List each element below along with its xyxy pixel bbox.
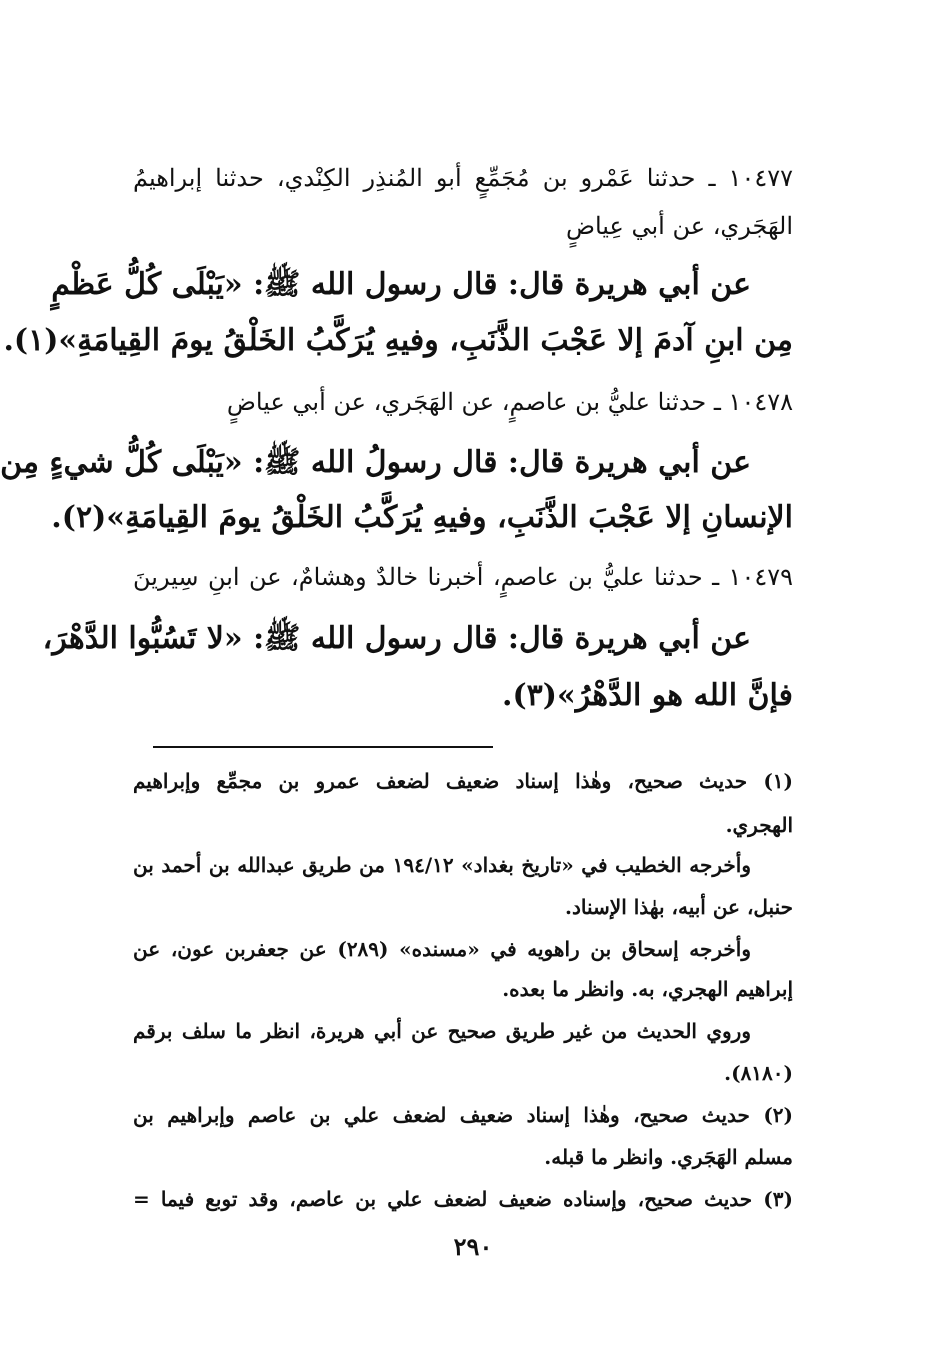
- hadith-10477-line-3: عن أبي هريرة قال: قال رسول الله ﷺ: «يَبْلَى كُلُّ عَظْمٍ: [51, 267, 751, 302]
- footnote-line: الهجري.: [725, 813, 793, 837]
- hadith-10479-line-1: ١٠٤٧٩ ـ حدثنا عليُّ بن عاصمٍ، أخبرنا خالدٌ وهشامٌ، عن ابنِ سِيرينَ: [133, 563, 793, 591]
- page-number: ٢٩٠: [453, 1232, 493, 1261]
- footnote-line: (١) حديث صحيح، وهٰذا إسناد ضعيف لضعف عمرو بن مجمِّع وإبراهيم: [133, 769, 793, 793]
- hadith-10477-line-1: ١٠٤٧٧ ـ حدثنا عَمْرو بن مُجَمِّعٍ أبو المُنذِر الكِنْدي، حدثنا إبراهيمُ: [133, 164, 793, 192]
- hadith-10479-line-3: فإنَّ الله هو الدَّهْرُ»(٣).: [502, 678, 793, 713]
- hadith-10478-line-2: عن أبي هريرة قال: قال رسولُ الله ﷺ: «يَبْلَى كُلُّ شيءٍ مِن: [0, 445, 751, 480]
- footnote-line: إبراهيم الهجري، به. وانظر ما بعده.: [502, 977, 793, 1001]
- footnote-line: وأخرجه إسحاق بن راهويه في «مسنده» (٢٨٩) عن جعفربن عون، عن: [133, 937, 752, 961]
- footnote-line: (٣) حديث صحيح، وإسناده ضعيف لضعف علي بن عاصم، وقد توبع فيما =: [133, 1187, 793, 1211]
- hadith-10477-line-2: الهَجَري، عن أبي عِياضٍ: [565, 212, 793, 240]
- footnote-line: حنبل، عن أبيه، بهٰذا الإسناد.: [565, 895, 793, 919]
- hadith-10478-line-1: ١٠٤٧٨ ـ حدثنا عليُّ بن عاصمٍ، عن الهَجَري، عن أبي عياضٍ: [226, 388, 793, 416]
- footnote-separator: [153, 746, 493, 748]
- footnote-line: وروي الحديث من غير طريق صحيح عن أبي هريرة، انظر ما سلف برقم: [133, 1019, 751, 1043]
- footnote-line: مسلم الهَجَري. وانظر ما قبله.: [544, 1145, 793, 1169]
- footnote-line: (٢) حديث صحيح، وهٰذا إسناد ضعيف لضعف علي بن عاصم وإبراهيم بن: [133, 1103, 793, 1127]
- hadith-10477-line-4: مِن ابنِ آدمَ إلا عَجْبَ الذَّنَبِ، وفيهِ يُرَكَّبُ الخَلْقُ يومَ القِيامَةِ»(١).: [3, 323, 793, 358]
- footnote-line: وأخرجه الخطيب في «تاريخ بغداد» ١٩٤/١٢ من طريق عبدالله بن أحمد بن: [133, 853, 752, 877]
- hadith-10478-line-3: الإنسانِ إلا عَجْبَ الذَّنَبِ، وفيهِ يُرَكَّبُ الخَلْقُ يومَ القِيامَةِ»(٢).: [51, 500, 793, 535]
- hadith-10479-line-2: عن أبي هريرة قال: قال رسول الله ﷺ: «لا تَسُبُّوا الدَّهْرَ،: [42, 621, 751, 656]
- footnote-line: (٨١٨٠).: [724, 1061, 793, 1085]
